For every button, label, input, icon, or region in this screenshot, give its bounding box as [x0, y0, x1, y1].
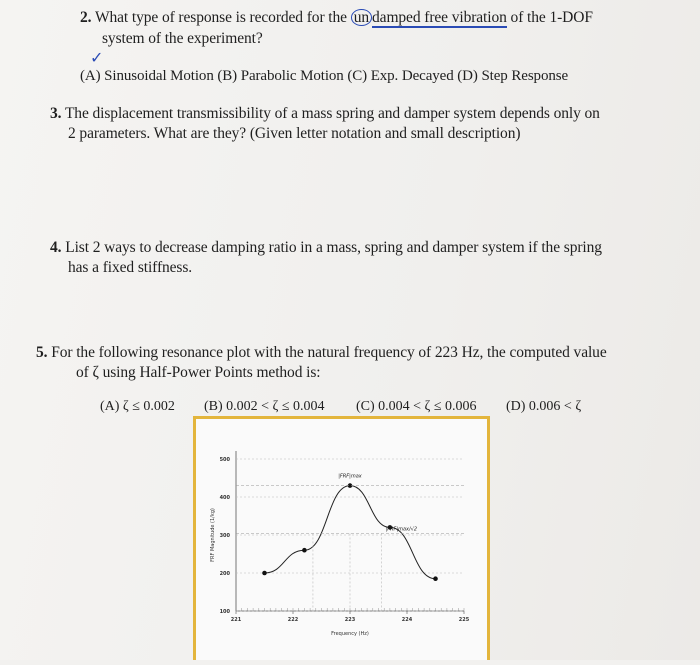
y-tick-label: 100: [219, 609, 230, 615]
question-5-number: 5.: [36, 344, 48, 361]
question-2: [80, 8, 680, 28]
question-3-number: 3.: [50, 105, 62, 122]
circled-annotation: un: [351, 9, 372, 26]
question-4-line2: has a fixed stiffness.: [68, 259, 193, 276]
resonance-plot: [196, 419, 487, 660]
x-tick-label: 224: [401, 617, 413, 623]
y-tick-label: 500: [219, 457, 230, 463]
data-point: [302, 548, 307, 553]
option-b: (B) 0.002 < ζ ≤ 0.004: [204, 399, 325, 414]
question-5-line1: For the following resonance plot with the natural frequency of 223 Hz, the computed value: [51, 344, 607, 361]
resonance-plot-frame: [193, 416, 490, 660]
x-tick-label: 222: [287, 617, 299, 623]
question-2-line1-post: of the 1-DOF: [506, 9, 593, 26]
data-point: [262, 571, 267, 576]
y-tick-label: 200: [219, 571, 230, 577]
data-point: [433, 576, 438, 581]
x-tick-label: 225: [458, 617, 470, 623]
x-tick-label: 223: [344, 617, 356, 623]
checkmark-icon: ✓: [90, 50, 104, 67]
x-axis-label: Frequency (Hz): [331, 631, 369, 637]
question-2-options: (A) Sinusoidal Motion (B) Parabolic Motion (C) Exp. Decayed (D) Step Response: [80, 68, 569, 84]
question-2-line1-pre: What type of response is recorded for the: [94, 9, 351, 26]
question-4-number: 4.: [50, 239, 62, 256]
y-tick-label: 300: [219, 533, 230, 539]
peak-annotation: |FRF|max: [338, 473, 362, 480]
half-power-annotation: |FRF|max/√2: [385, 526, 418, 533]
y-tick-label: 400: [219, 495, 230, 501]
option-a: (A) ζ ≤ 0.002: [100, 399, 175, 414]
question-3-line1: The displacement transmissibility of a mass spring and damper system depends only on: [64, 105, 600, 122]
question-4: [50, 238, 602, 258]
option-c: (C) 0.004 < ζ ≤ 0.006: [356, 399, 477, 414]
question-5: [36, 343, 607, 363]
question-5-line2: of ζ using Half-Power Points method is:: [76, 364, 321, 381]
option-d: (D) 0.006 < ζ: [506, 399, 582, 414]
question-4-line1: List 2 ways to decrease damping ratio in a mass, spring and damper system if the spring: [65, 239, 602, 256]
question-3-line2: 2 parameters. What are they? (Given letter notation and small description): [68, 125, 521, 142]
question-3: [50, 104, 600, 124]
question-2-number: 2.: [80, 9, 92, 26]
x-tick-label: 221: [230, 617, 242, 623]
question-2-line2: system of the experiment?: [102, 30, 263, 47]
underlined-annotation: damped free vibration: [372, 9, 507, 26]
y-axis-label: FRF Magnitude (1/kg): [210, 508, 216, 562]
